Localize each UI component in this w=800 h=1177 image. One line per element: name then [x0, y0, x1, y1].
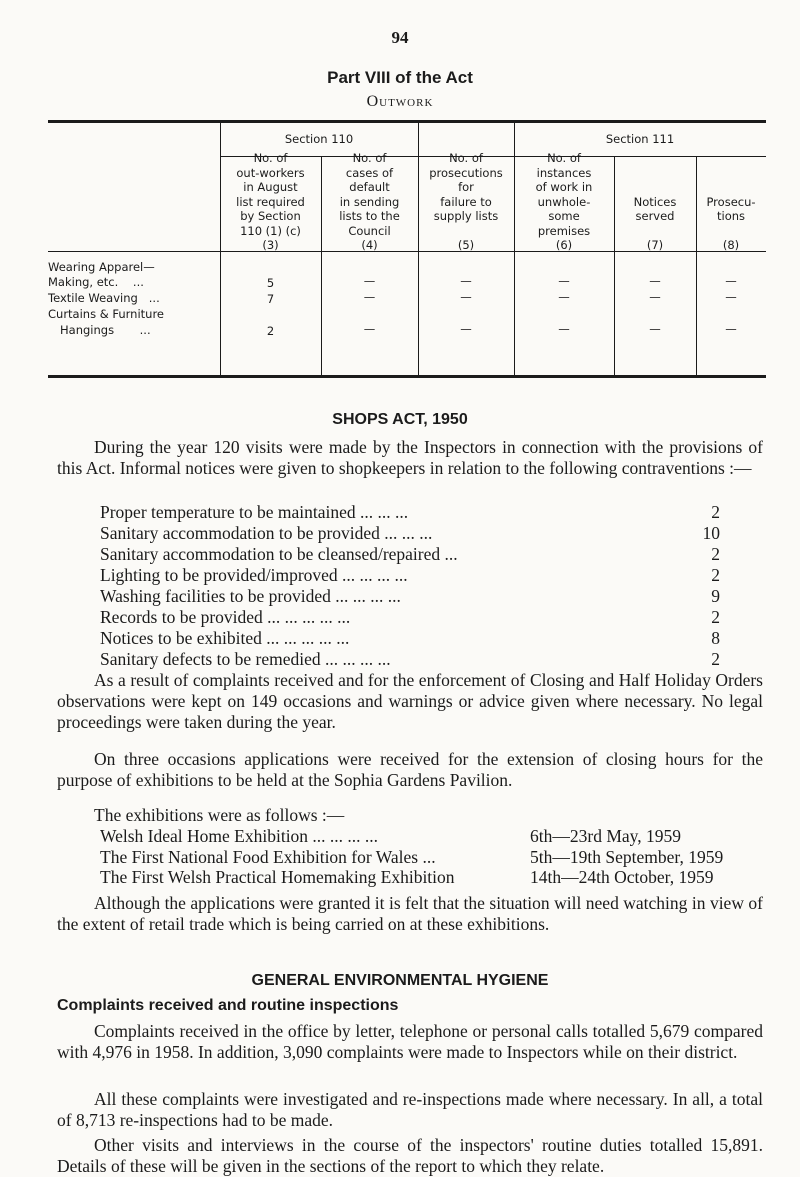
although-paragraph: Although the applications were granted it is felt that the situation will need watching in view of the extent of retail trade which is being carried on at these exhibitions.	[57, 893, 763, 934]
col-header-8: Prosecu- tions (8)	[706, 194, 756, 252]
list-item: Notices to be exhibited ... ... ... ... ... 8	[100, 628, 720, 648]
shops-act-intro: During the year 120 visits were made by the Inspectors in connection with the provisions of this Act. Informal notices were given to shopkeepers in relation to the following contraventions :—	[57, 437, 763, 478]
table-cell: —	[725, 322, 737, 336]
col-header-7: Notices served (7)	[633, 194, 677, 252]
outwork-title: Outwork	[366, 93, 434, 110]
table-cell: —	[363, 290, 376, 304]
section-111-label: Section 111	[605, 132, 675, 146]
row-label-curtains: Curtains & Furniture	[48, 307, 164, 321]
section-110-label: Section 110	[284, 132, 354, 146]
col-header-5: No. of prosecutions for failure to supply lists (5)	[429, 151, 503, 252]
closing-orders-paragraph: As a result of complaints received and for the enforcement of Closing and Half Holiday Orders observations were kept on 149 occasions and warnings or advice given where necessary. No legal proceedings were taken during the year.	[57, 670, 763, 732]
table-cell: —	[725, 274, 737, 288]
env-hygiene-heading: GENERAL ENVIRONMENTAL HYGIENE	[251, 972, 549, 989]
table-cell: —	[649, 274, 661, 288]
list-item: Washing facilities to be provided ... ... ... ... 9	[100, 586, 720, 606]
table-cell: —	[558, 290, 570, 304]
list-item: Sanitary accommodation to be provided ... ... ... 10	[100, 523, 720, 543]
list-item: Records to be provided ... ... ... ... ... 2	[100, 607, 720, 627]
table-cell: —	[460, 274, 472, 288]
row-label-wearing-apparel: Wearing Apparel—	[48, 260, 155, 274]
list-item: The First National Food Exhibition for Wales ... 5th—19th September, 1959	[100, 846, 724, 867]
contraventions-list	[100, 502, 720, 670]
table-cell: —	[460, 322, 472, 336]
table-cell: —	[363, 274, 376, 288]
table-cell: —	[558, 274, 570, 288]
table-cell: —	[649, 290, 661, 304]
table-cell: —	[725, 290, 737, 304]
list-item: Welsh Ideal Home Exhibition ... ... ... ... 6th—23rd May, 1959	[100, 826, 682, 846]
outwork-table	[48, 120, 766, 378]
row-label-textile: Textile Weaving ...	[48, 291, 160, 305]
table-top-rule	[48, 120, 766, 123]
list-item: The First Welsh Practical Homemaking Exhibition 14th—24th October, 1959	[100, 867, 714, 887]
complaints-subheading: Complaints received and routine inspections	[57, 997, 399, 1014]
col-header-4: No. of cases of default in sending lists to the Council (4)	[339, 151, 400, 252]
table-cell: —	[649, 322, 661, 336]
other-visits-paragraph: Other visits and interviews in the course of the inspectors' routine duties totalled 15,891. Details of these will be given in the sections of the report to which they relate.	[57, 1135, 763, 1176]
list-item: Sanitary defects to be remedied ... ... ... ... 2	[100, 649, 720, 669]
exhibitions-intro: The exhibitions were as follows :—	[94, 805, 345, 825]
col-header-3: No. of out-workers in August list required by Section 110 (1) (c) (3)	[236, 151, 305, 252]
reinspections-paragraph: All these complaints were investigated and re-inspections made where necessary. In all, a total of 8,713 re-inspections had to be made.	[57, 1089, 763, 1130]
table-cell: 7	[266, 292, 275, 306]
table-cell: 5	[266, 276, 275, 290]
list-item: Sanitary accommodation to be cleansed/repaired ... 2	[100, 544, 720, 564]
complaints-paragraph: Complaints received in the office by letter, telephone or personal calls totalled 5,679 compared with 4,976 in 1958. In addition, 3,090 complaints were made to Inspectors while on their district.	[57, 1021, 763, 1062]
extension-paragraph: On three occasions applications were received for the extension of closing hours for the purpose of exhibitions to be held at the Sophia Gardens Pavilion.	[57, 749, 763, 790]
exhibitions-list	[100, 826, 780, 888]
col-header-6: No. of instances of work in unwhole- some premises (6)	[535, 151, 593, 252]
part-title: Part VIII of the Act	[327, 68, 473, 87]
list-item: Proper temperature to be maintained ... ... ... 2	[100, 502, 720, 522]
table-cell: —	[460, 290, 472, 304]
table-bottom-rule	[48, 375, 766, 378]
table-cell: —	[558, 322, 570, 336]
row-label-making: Making, etc. ...	[48, 275, 144, 289]
list-item: Lighting to be provided/improved ... ... ... ... 2	[100, 565, 720, 585]
shops-act-heading: SHOPS ACT, 1950	[332, 411, 468, 428]
table-cell: 2	[266, 324, 275, 338]
row-label-hangings: Hangings ...	[60, 323, 151, 337]
page-number: 94	[391, 28, 409, 47]
table-cell: —	[363, 322, 376, 336]
